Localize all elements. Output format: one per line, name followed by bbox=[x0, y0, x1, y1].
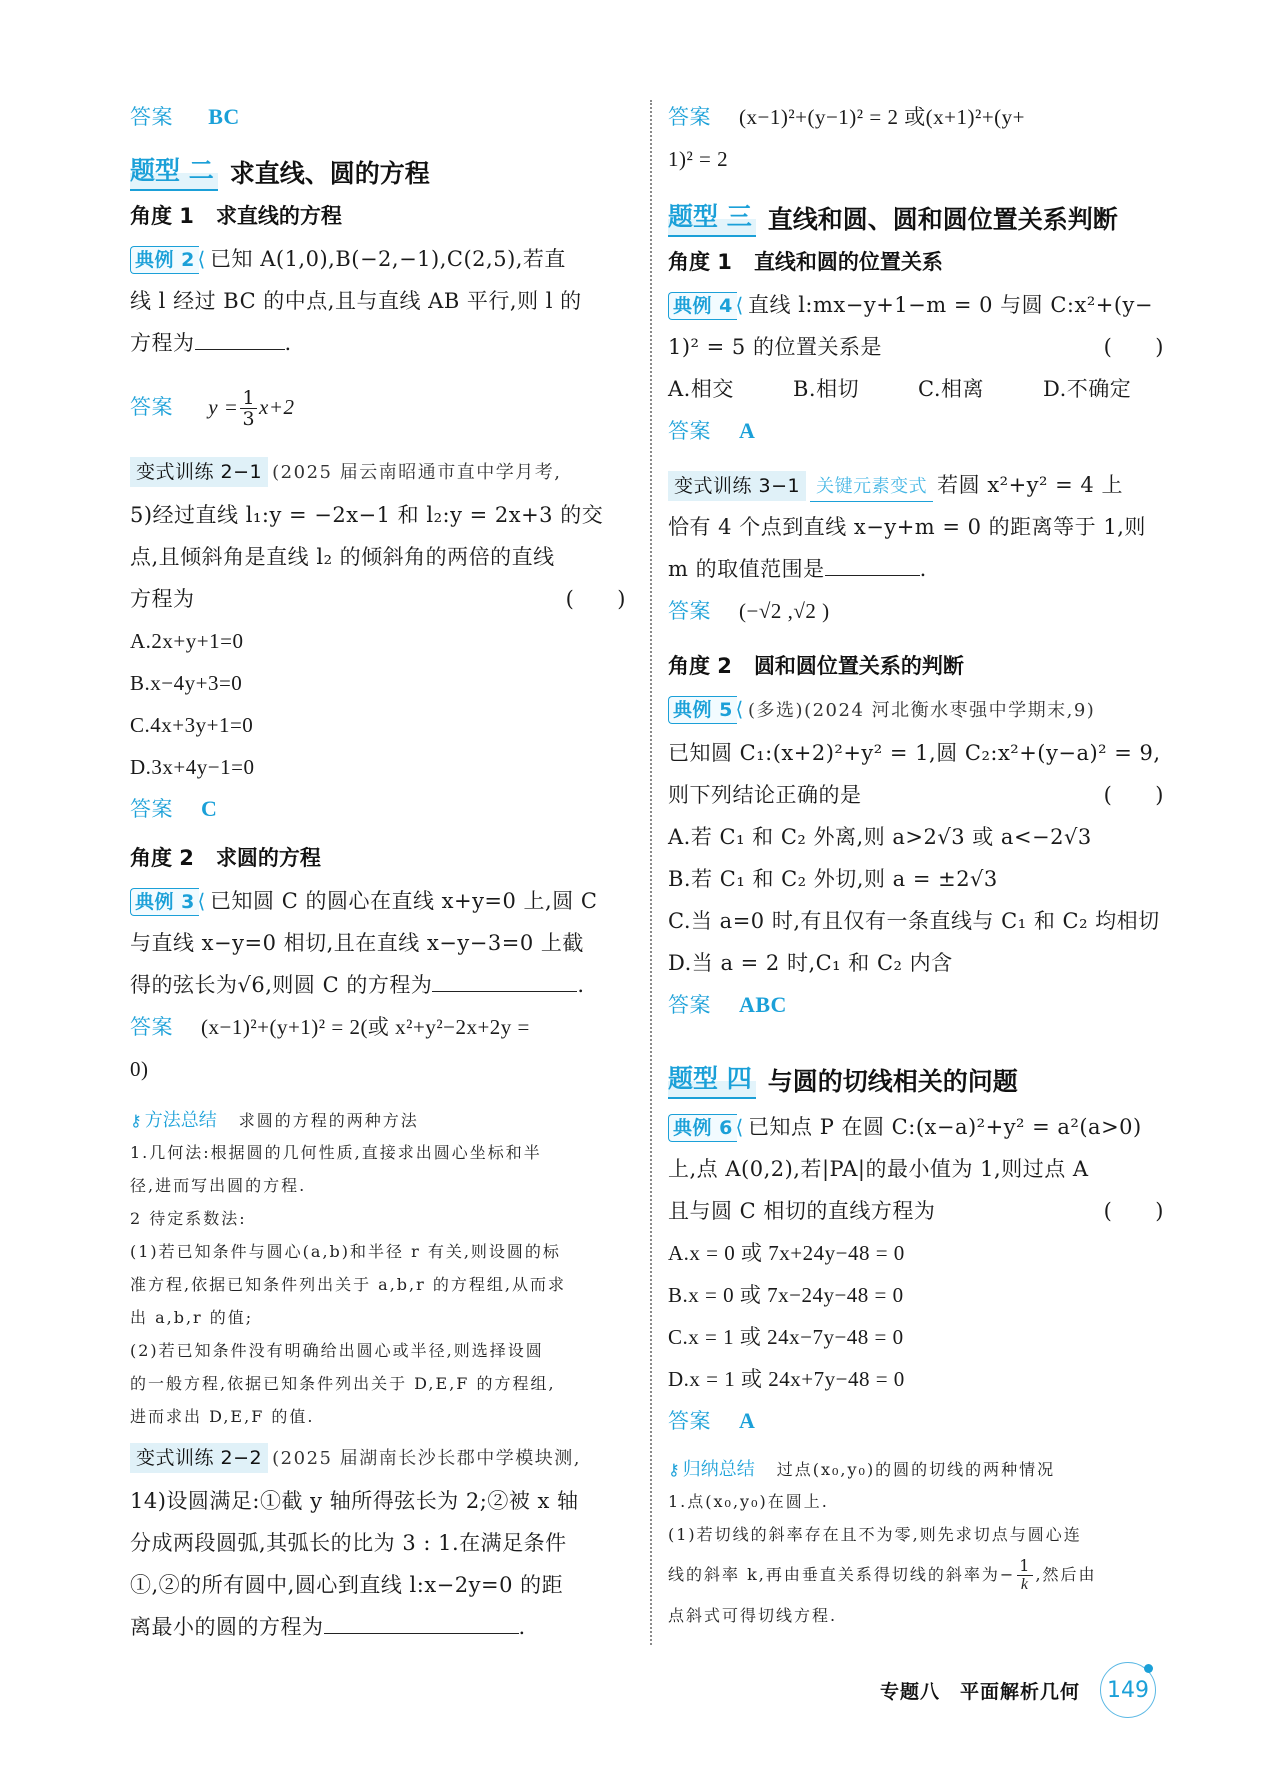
option-c: C.相离 bbox=[918, 377, 984, 401]
answer-prev bbox=[668, 96, 1168, 180]
answer-label: 答案 bbox=[130, 395, 173, 419]
choice-paren: ( ) bbox=[565, 587, 626, 611]
angle-title: 圆和圆位置关系的判断 bbox=[753, 654, 964, 678]
problem-text: 点,且倾斜角是直线 l₂ 的倾斜角的两倍的直线 bbox=[130, 545, 555, 569]
key-element-tag: 关键元素变式 bbox=[810, 473, 933, 502]
answer-value: (x−1)²+(y−1)² = 2 或(x+1)²+(y+ bbox=[739, 105, 1025, 129]
answer-label: 答案 bbox=[668, 419, 711, 443]
option-b: B.x = 0 或 7x−24y−48 = 0 bbox=[668, 1283, 904, 1307]
summary-line: 线的斜率 k,再由垂直关系得切线的斜率为− bbox=[668, 1565, 1016, 1584]
option-b: B.若 C₁ 和 C₂ 外切,则 a = ±2√3 bbox=[668, 867, 998, 891]
answer-value: (−√2 ,√2 ) bbox=[739, 599, 830, 623]
summary-line: 点斜式可得切线方程. bbox=[668, 1606, 838, 1625]
example-text: 已知圆 C 的圆心在直线 x+y=0 上,圆 C bbox=[210, 889, 598, 913]
example-4 bbox=[668, 284, 1168, 452]
problem-text: 分成两段圆弧,其弧长的比为 3 : 1.在满足条件 bbox=[130, 1531, 567, 1555]
page-number: 149 bbox=[1107, 1677, 1150, 1703]
option-b: B.x−4y+3=0 bbox=[130, 671, 243, 695]
problem-text: 离最小的圆的方程为 bbox=[130, 1615, 324, 1639]
angle-heading-1 bbox=[130, 196, 630, 236]
variant-tag: 变式训练 2−2 bbox=[130, 1443, 268, 1473]
section-tag: 题型 四 bbox=[668, 1061, 756, 1099]
answer-blank bbox=[195, 325, 285, 350]
example-text: 线 l 经过 BC 的中点,且与直线 AB 平行,则 l 的 bbox=[130, 289, 582, 313]
answer-value: y = bbox=[208, 395, 239, 419]
answer-blank bbox=[825, 551, 920, 576]
answer-value: A bbox=[739, 1408, 756, 1433]
answer-label: 答案 bbox=[668, 1409, 711, 1433]
fraction-numerator: 1 bbox=[242, 387, 256, 409]
problem-text: 14)设圆满足:①截 y 轴所得弦长为 2;②被 x 轴 bbox=[130, 1489, 579, 1513]
example-5 bbox=[668, 688, 1168, 1026]
answer-blank bbox=[432, 967, 577, 992]
page-number-badge bbox=[1100, 1662, 1156, 1718]
answer-prev bbox=[130, 96, 630, 138]
angle-title: 求圆的方程 bbox=[215, 846, 321, 870]
section-heading-4 bbox=[668, 1060, 1168, 1100]
angle-number: 角度 1 bbox=[130, 204, 194, 228]
option-c: C.x = 1 或 24x−7y−48 = 0 bbox=[668, 1325, 904, 1349]
section-title: 与圆的切线相关的问题 bbox=[767, 1067, 1018, 1096]
example-text: 已知点 P 在圆 C:(x−a)²+y² = a²(a>0) bbox=[748, 1115, 1142, 1139]
answer-value: x+2 bbox=[259, 395, 295, 419]
induction-summary bbox=[668, 1455, 1168, 1632]
example-tag: 典例 2 ⟨ bbox=[130, 246, 199, 274]
angle-title: 求直线的方程 bbox=[215, 204, 342, 228]
summary-title: 求圆的方程的两种方法 bbox=[238, 1111, 419, 1130]
summary-line: 准方程,依据已知条件列出关于 a,b,r 的方程组,从而求 bbox=[130, 1275, 566, 1294]
variant-tag: 变式训练 2−1 bbox=[130, 457, 268, 487]
option-c: C.4x+3y+1=0 bbox=[130, 713, 254, 737]
summary-line: (1)若已知条件与圆心(a,b)和半径 r 有关,则设圆的标 bbox=[130, 1242, 561, 1261]
key-icon: ⚷ bbox=[668, 1460, 680, 1479]
example-text: 得的弦长为√6,则圆 C 的方程为 bbox=[130, 973, 433, 997]
fraction-denominator: k bbox=[1020, 1576, 1030, 1593]
answer-label: 答案 bbox=[130, 1015, 173, 1039]
option-a: A.x = 0 或 7x+24y−48 = 0 bbox=[668, 1241, 905, 1265]
summary-line: 径,进而写出圆的方程. bbox=[130, 1176, 307, 1195]
option-a: A.2x+y+1=0 bbox=[130, 629, 244, 653]
option-d: D.当 a = 2 时,C₁ 和 C₂ 内含 bbox=[668, 951, 953, 975]
problem-text: m 的取值范围是 bbox=[668, 557, 825, 581]
example-text: 1)² = 5 的位置关系是 bbox=[668, 335, 882, 359]
variant-3-1: 变式训练 3−1 关键元素变式 若圆 x²+y² = 4 上 恰有 4 个点到直线 x−y+m = 0 的距离等于 1,则 m 的取值范围是 . 答案 (−√2 ,√2 ) bbox=[668, 464, 1168, 632]
answer-value: C bbox=[201, 796, 218, 821]
angle-number: 角度 2 bbox=[668, 654, 732, 678]
answer-value: A bbox=[739, 418, 756, 443]
example-2-answer bbox=[130, 386, 630, 429]
example-tag: 典例 4 ⟨ bbox=[668, 292, 737, 320]
source-text: (2025 届湖南长沙长郡中学模块测, bbox=[272, 1448, 581, 1469]
summary-line: 进而求出 D,E,F 的值. bbox=[130, 1407, 315, 1426]
section-tag: 题型 三 bbox=[668, 199, 756, 237]
example-text: 方程为 bbox=[130, 331, 195, 355]
example-3: 典例 3 ⟨ 已知圆 C 的圆心在直线 x+y=0 上,圆 C 与直线 x−y=0 相切,且在直线 x−y−3=0 上截 得的弦长为√6,则圆 C 的方程为 . 答案 (x−1)²+(y+1)² = 2(或 x²+y²−2x+2y = 0) bbox=[130, 880, 630, 1090]
section-title: 求直线、圆的方程 bbox=[229, 159, 430, 188]
variant-2-2: 变式训练 2−2 (2025 届湖南长沙长郡中学模块测, 14)设圆满足:①截 y 轴所得弦长为 2;②被 x 轴 分成两段圆弧,其弧长的比为 3 : 1.在满足条件 ①,②的所有圆中,圆心到直线 l:x−2y=0 的距 离最小的圆的方程为 . bbox=[130, 1436, 630, 1648]
example-tag: 典例 6 ⟨ bbox=[668, 1114, 737, 1142]
option-a: A.若 C₁ 和 C₂ 外离,则 a>2√3 或 a<−2√3 bbox=[668, 825, 1092, 849]
option-a: A.相交 bbox=[668, 377, 734, 401]
example-text: 已知 A(1,0),B(−2,−1),C(2,5),若直 bbox=[210, 247, 566, 271]
problem-text: ①,②的所有圆中,圆心到直线 l:x−2y=0 的距 bbox=[130, 1573, 564, 1597]
summary-title: 过点(x₀,y₀)的圆的切线的两种情况 bbox=[776, 1460, 1056, 1479]
summary-line: 出 a,b,r 的值; bbox=[130, 1308, 254, 1327]
choice-paren: ( ) bbox=[1103, 783, 1164, 807]
example-tag: 典例 3 ⟨ bbox=[130, 888, 199, 916]
answer-blank bbox=[324, 1609, 519, 1634]
angle-heading-1 bbox=[668, 242, 1168, 282]
page-footer bbox=[880, 1662, 1156, 1718]
choice-paren: ( ) bbox=[1103, 335, 1164, 359]
option-d: D.不确定 bbox=[1043, 377, 1132, 401]
answer-label: 答案 bbox=[668, 993, 711, 1017]
column-divider bbox=[650, 100, 652, 1645]
angle-number: 角度 1 bbox=[668, 250, 732, 274]
chapter-title: 专题八 平面解析几何 bbox=[880, 1680, 1081, 1703]
angle-heading-2 bbox=[668, 646, 1168, 686]
problem-text: 若圆 x²+y² = 4 上 bbox=[937, 473, 1123, 497]
option-c: C.当 a=0 时,有且仅有一条直线与 C₁ 和 C₂ 均相切 bbox=[668, 909, 1160, 933]
variant-tag: 变式训练 3−1 bbox=[668, 471, 806, 501]
choice-paren: ( ) bbox=[1103, 1199, 1164, 1223]
summary-line: 2 待定系数法: bbox=[130, 1209, 247, 1228]
example-text: 与直线 x−y=0 相切,且在直线 x−y−3=0 上截 bbox=[130, 931, 584, 955]
source-text: (2025 届云南昭通市直中学月考, bbox=[272, 462, 562, 483]
option-b: B.相切 bbox=[793, 377, 860, 401]
summary-line: 1.几何法:根据圆的几何性质,直接求出圆心坐标和半 bbox=[130, 1143, 542, 1162]
answer-label: 答案 bbox=[668, 105, 711, 129]
problem-text: 方程为 bbox=[130, 587, 195, 611]
summary-line: (1)若切线的斜率存在且不为零,则先求切点与圆心连 bbox=[668, 1525, 1082, 1544]
option-d: D.3x+4y−1=0 bbox=[130, 755, 255, 779]
example-text: 则下列结论正确的是 bbox=[668, 783, 862, 807]
section-heading-2 bbox=[130, 152, 630, 192]
fraction-numerator: 1 bbox=[1019, 1556, 1032, 1575]
key-icon: ⚷ bbox=[130, 1111, 142, 1130]
example-2: 典例 2 ⟨ 已知 A(1,0),B(−2,−1),C(2,5),若直 线 l 经过 BC 的中点,且与直线 AB 平行,则 l 的 方程为 . bbox=[130, 238, 630, 364]
answer-value: BC bbox=[208, 104, 240, 129]
section-heading-3 bbox=[668, 198, 1168, 238]
answer-label: 答案 bbox=[130, 797, 173, 821]
summary-label: 归纳总结 bbox=[682, 1459, 755, 1480]
answer-value: 0) bbox=[130, 1057, 149, 1081]
option-d: D.x = 1 或 24x+7y−48 = 0 bbox=[668, 1367, 905, 1391]
answer-value: (x−1)²+(y+1)² = 2(或 x²+y²−2x+2y = bbox=[201, 1015, 530, 1039]
summary-label: 方法总结 bbox=[144, 1110, 217, 1131]
section-title: 直线和圆、圆和圆位置关系判断 bbox=[767, 205, 1118, 234]
angle-heading-2 bbox=[130, 838, 630, 878]
summary-line: (2)若已知条件没有明确给出圆心或半径,则选择设圆 bbox=[130, 1341, 544, 1360]
example-6 bbox=[668, 1106, 1168, 1442]
problem-text: 恰有 4 个点到直线 x−y+m = 0 的距离等于 1,则 bbox=[668, 515, 1146, 539]
answer-label: 答案 bbox=[668, 599, 711, 623]
problem-text: 5)经过直线 l₁:y = −2x−1 和 l₂:y = 2x+3 的交 bbox=[130, 503, 604, 527]
example-text: 且与圆 C 相切的直线方程为 bbox=[668, 1199, 936, 1223]
example-text: 上,点 A(0,2),若|PA|的最小值为 1,则过点 A bbox=[668, 1157, 1089, 1181]
source-text: (多选)(2024 河北衡水枣强中学期末,9) bbox=[748, 700, 1096, 721]
section-tag: 题型 二 bbox=[130, 153, 218, 191]
example-text: 直线 l:mx−y+1−m = 0 与圆 C:x²+(y− bbox=[748, 293, 1153, 317]
answer-value: 1)² = 2 bbox=[668, 147, 729, 171]
angle-title: 直线和圆的位置关系 bbox=[753, 250, 943, 274]
method-summary bbox=[130, 1106, 630, 1433]
answer-value: ABC bbox=[739, 992, 787, 1017]
fraction-denominator: 3 bbox=[242, 408, 256, 430]
example-tag: 典例 5 ⟨ bbox=[668, 696, 737, 724]
summary-line: 1.点(x₀,y₀)在圆上. bbox=[668, 1492, 829, 1511]
answer-label: 答案 bbox=[130, 105, 173, 129]
summary-line: ,然后由 bbox=[1035, 1565, 1097, 1584]
variant-2-1 bbox=[130, 450, 630, 830]
dot-icon bbox=[1144, 1664, 1153, 1673]
summary-line: 的一般方程,依据已知条件列出关于 D,E,F 的方程组, bbox=[130, 1374, 556, 1393]
example-text: 已知圆 C₁:(x+2)²+y² = 1,圆 C₂:x²+(y−a)² = 9, bbox=[668, 741, 1161, 765]
angle-number: 角度 2 bbox=[130, 846, 194, 870]
